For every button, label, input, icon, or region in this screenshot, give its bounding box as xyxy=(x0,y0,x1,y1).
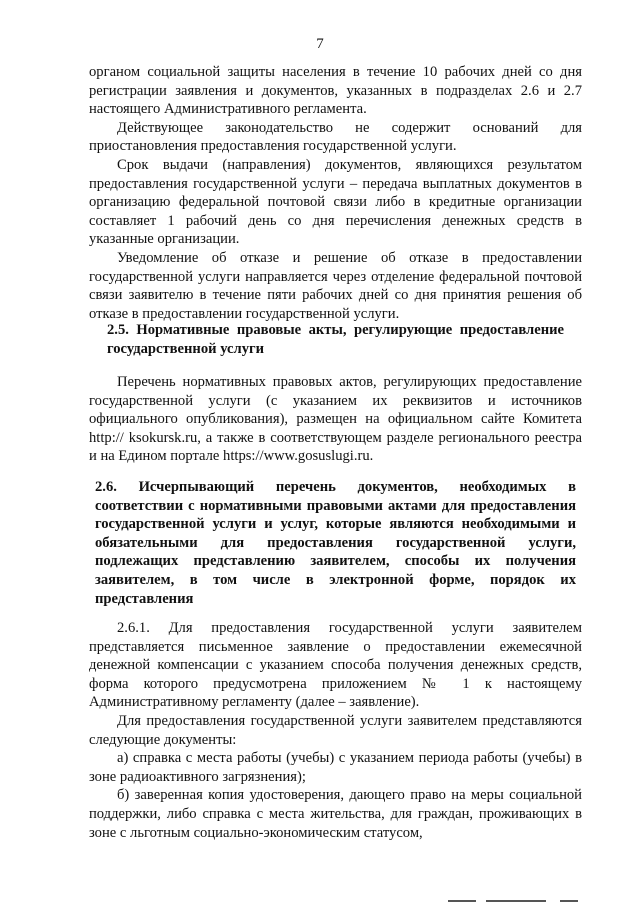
section-2-5-body xyxy=(89,373,582,466)
section-heading: 2.6. Исчерпывающий перечень документов, необходимых в соответствии с нормативными правовыми актами для предоставления государственной услуги и услуг, которые являются необходимыми и обязательными для предоставления государственной услуги, подлежащих представлению заявителем, способы их получения заявителем, в том числе в электронной форме, порядок их представления xyxy=(95,479,576,607)
paragraph: Перечень нормативных правовых актов, регулирующих предоставление государственной услуги (с указанием их реквизитов и источников официального опубликования), размещен на официальном сайте Комитета http:// ksokursk.ru, а также в соответствующем разделе регионального реестра и на Едином портале https://www.gosuslugi.ru. xyxy=(89,374,582,465)
section-heading: 2.5. Нормативные правовые акты, регулирующие предоставление государственной услуги xyxy=(107,322,564,357)
section-2-5-heading-block xyxy=(89,321,582,358)
page-number: 7 xyxy=(316,36,324,52)
paragraph: Уведомление об отказе и решение об отказе в предоставлении государственной услуги направляется через отделение федеральной почтовой связи заявителю в течение пяти рабочих дней со дня принятия решения об отказе в предоставлении государственной услуги. xyxy=(89,249,582,322)
paragraph: органом социальной защиты населения в течение 10 рабочих дней со дня регистрации заявления и документов, указанных в подразделах 2.6 и 2.7 настоящего Административного регламента. xyxy=(89,64,582,118)
scan-edge-marks xyxy=(0,897,640,905)
paragraph: Действующее законодательство не содержит оснований для приостановления предоставления государственной услуги. xyxy=(89,119,582,155)
paragraph: 2.6.1. Для предоставления государственной услуги заявителем представляется письменное заявление о предоставлении ежемесячной денежной компенсации с указанием способа получения денежных средств, форма которого предусмотрена приложением № 1 к настоящему Административному регламенту (далее – заявление). xyxy=(89,620,582,711)
paragraph: Для предоставления государственной услуги заявителем представляются следующие документы: xyxy=(89,712,582,748)
section-2-4-continuation xyxy=(89,63,582,323)
section-2-6-heading-block xyxy=(89,478,582,608)
section-2-6-body xyxy=(89,619,582,842)
paragraph: Срок выдачи (направления) документов, являющихся результатом предоставления государственной услуги – передача выплатных документов в организацию федеральной почтовой связи либо в кредитные организации составляет 1 рабочий день со дня перечисления денежных средств в указанные организации. xyxy=(89,156,582,248)
paragraph: б) заверенная копия удостоверения, дающего право на меры социальной поддержки, либо справка с места жительства, для граждан, проживающих в зоне с льготным социально-экономическим статусом, xyxy=(89,787,582,841)
paragraph: а) справка с места работы (учебы) с указанием периода работы (учебы) в зоне радиоактивного загрязнения); xyxy=(89,750,582,785)
